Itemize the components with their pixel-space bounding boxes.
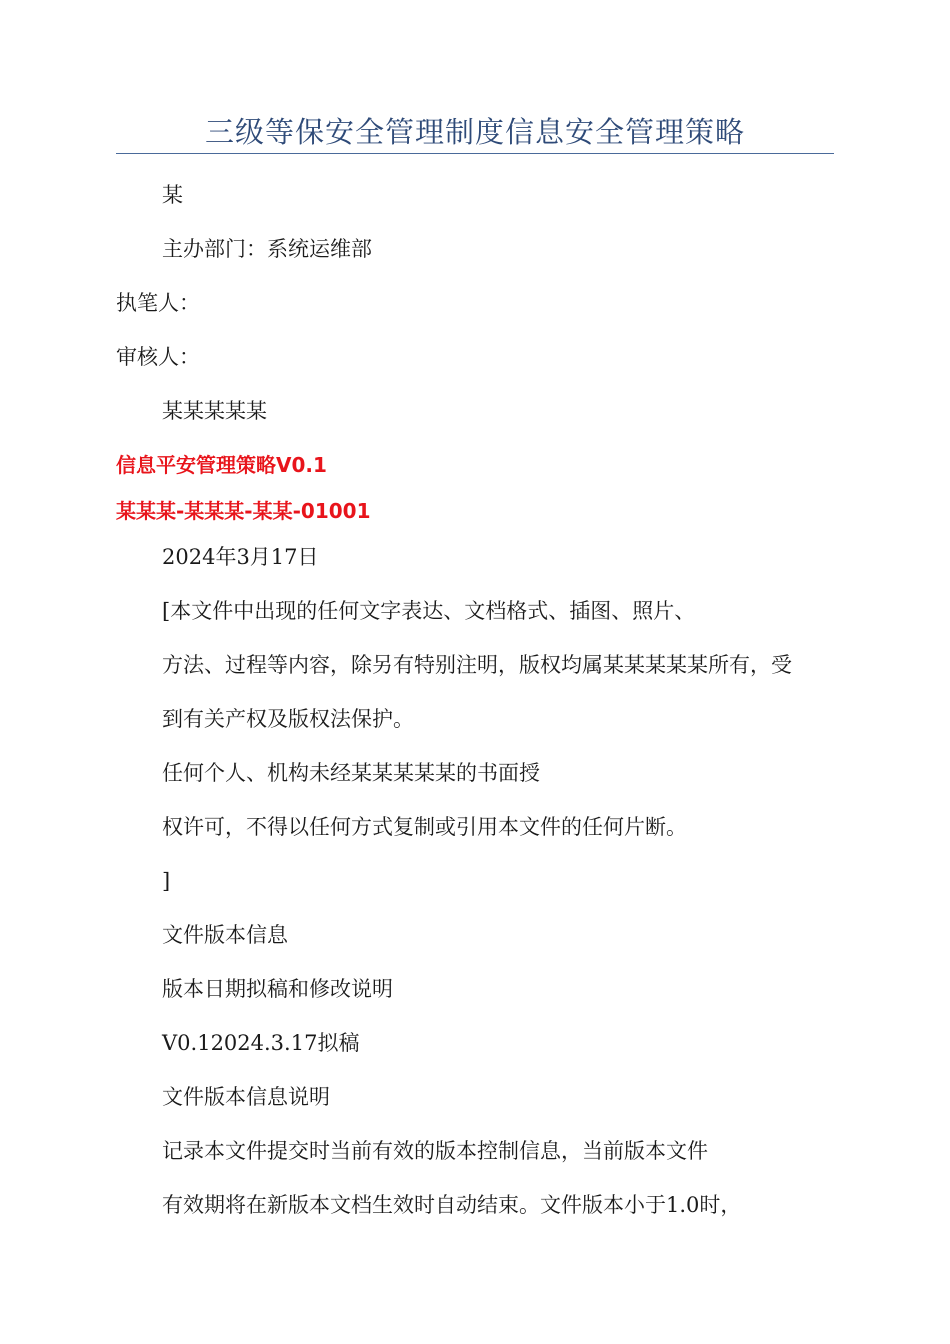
- version-table-row: V0.12024.3.17拟稿: [162, 1031, 360, 1055]
- company-line: 某某某某某: [162, 399, 267, 423]
- date-line: 2024年3月17日: [162, 545, 319, 569]
- version-info-explanation-heading: 文件版本信息说明: [162, 1085, 330, 1109]
- copyright-line-4: 任何个人、机构未经某某某某某的书面授: [162, 761, 540, 785]
- version-info-heading: 文件版本信息: [162, 923, 288, 947]
- explanation-line-1: 记录本文件提交时当前有效的版本控制信息，当前版本文件: [162, 1139, 708, 1163]
- copyright-close-bracket: ]: [162, 869, 171, 893]
- copyright-line-2: 方法、过程等内容，除另有特别注明，版权均属某某某某某所有，受: [162, 653, 792, 677]
- department-line: 主办部门：系统运维部: [162, 237, 372, 261]
- policy-version-heading: 信息平安管理策略V0.1: [116, 453, 327, 477]
- organization-line: 某: [162, 183, 183, 207]
- author-line: 执笔人：: [116, 291, 200, 315]
- explanation-line-2: 有效期将在新版本文档生效时自动结束。文件版本小于1.0时，: [162, 1193, 742, 1217]
- copyright-line-1: [本文件中出现的任何文字表达、文档格式、插图、照片、: [162, 599, 696, 623]
- title-underline: [116, 153, 834, 154]
- copyright-line-3: 到有关产权及版权法保护。: [162, 707, 414, 731]
- reviewer-line: 审核人：: [116, 345, 200, 369]
- document-code-heading: 某某某-某某某-某某-01001: [116, 499, 371, 523]
- document-title: 三级等保安全管理制度信息安全管理策略: [204, 115, 745, 149]
- copyright-line-5: 权许可，不得以任何方式复制或引用本文件的任何片断。: [162, 815, 687, 839]
- version-table-header: 版本日期拟稿和修改说明: [162, 977, 393, 1001]
